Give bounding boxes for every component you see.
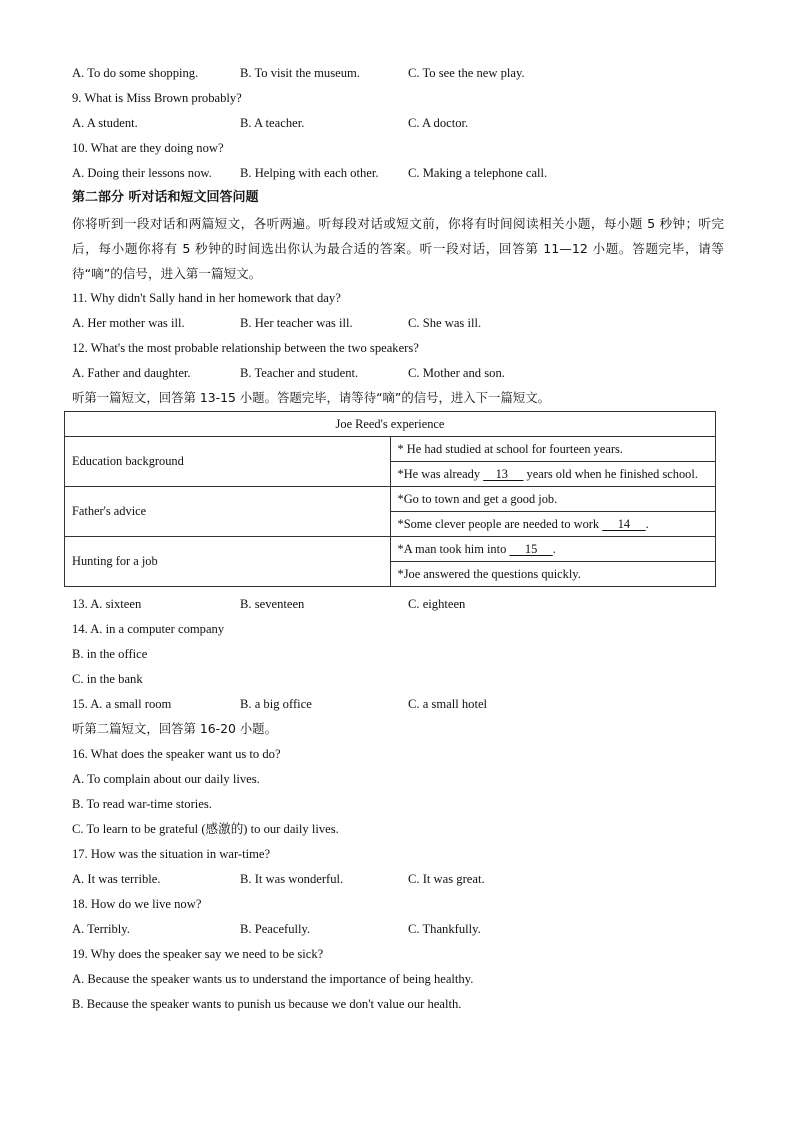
table-category: Father's advice	[65, 487, 391, 537]
q19-option-b: B. Because the speaker wants to punish us because we don't value our health.	[72, 997, 462, 1011]
answer-blank-13	[483, 467, 523, 482]
table-cell	[390, 512, 716, 537]
table-cell: *Joe answered the questions quickly.	[390, 562, 716, 587]
option-c: C. Mother and son.	[408, 366, 505, 380]
table-cell: * He had studied at school for fourteen years.	[390, 437, 716, 462]
blank-number: 15	[524, 541, 538, 556]
option-b: B. It was wonderful.	[240, 872, 344, 886]
table-title: Joe Reed's experience	[65, 412, 716, 437]
table-cell	[390, 462, 716, 487]
table-category: Education background	[65, 437, 391, 487]
question-12: 12. What's the most probable relationship between the two speakers?	[72, 341, 419, 355]
passage1-instruction: 听第一篇短文，回答第 13-15 小题。答题完毕，请等待“嘀”的信号，进入下一篇短文。	[72, 390, 551, 405]
option-a: A. Father and daughter.	[72, 366, 191, 380]
option-b: B. Her teacher was ill.	[240, 316, 353, 330]
option-b: B. a big office	[240, 697, 312, 711]
option-a: A. Terribly.	[72, 922, 130, 936]
option-b: B. Peacefully.	[240, 922, 311, 936]
q16-option-b: B. To read war-time stories.	[72, 797, 212, 811]
question-11: 11. Why didn't Sally hand in her homework that day?	[72, 291, 341, 305]
blank-number: 14	[617, 516, 631, 531]
question-10: 10. What are they doing now?	[72, 141, 224, 155]
option-a: A. Doing their lessons now.	[72, 166, 212, 180]
question-9: 9. What is Miss Brown probably?	[72, 91, 242, 105]
option-a: A. To do some shopping.	[72, 66, 199, 80]
cell-text: years old when he finished school.	[523, 466, 698, 481]
option-b: B. Helping with each other.	[240, 166, 379, 180]
answer-blank-14	[602, 517, 645, 532]
option-c: C. Thankfully.	[408, 922, 481, 936]
passage2-instruction: 听第二篇短文，回答第 16-20 小题。	[72, 721, 277, 736]
option-c: C. eighteen	[408, 597, 466, 611]
answer-blank-15	[509, 542, 552, 557]
part2-instructions: 你将听到一段对话和两篇短文，各听两遍。听每段对话或短文前，你将有时间阅读相关小题，每小题 5 秒钟；听完后，每小题你将有 5 秒钟的时间选出你认为最合适的答案。听一段对话，回答第 11—12 小题。答题完毕，请等待“嘀”的信号，进入第一篇短文。	[72, 216, 724, 281]
option-c: C. It was great.	[408, 872, 485, 886]
cell-text: *A man took him into	[397, 541, 510, 556]
experience-table	[64, 411, 716, 587]
q14-option-c: C. in the bank	[72, 672, 143, 686]
cell-text: *Some clever people are needed to work	[397, 516, 603, 531]
q14-option-b: B. in the office	[72, 647, 148, 661]
option-c: C. Making a telephone call.	[408, 166, 548, 180]
q16-option-c: C. To learn to be grateful (感激的) to our daily lives.	[72, 822, 339, 836]
cell-text: .	[645, 516, 649, 531]
table-cell	[390, 537, 716, 562]
cell-text: .	[552, 541, 556, 556]
question-17: 17. How was the situation in war-time?	[72, 847, 271, 861]
option-b: B. A teacher.	[240, 116, 305, 130]
table-category: Hunting for a job	[65, 537, 391, 587]
q14-option-a: 14. A. in a computer company	[72, 622, 225, 636]
q19-option-a: A. Because the speaker wants us to understand the importance of being healthy.	[72, 972, 474, 986]
option-a: 13. A. sixteen	[72, 597, 142, 611]
option-a: A. It was terrible.	[72, 872, 161, 886]
option-a: 15. A. a small room	[72, 697, 172, 711]
option-c: C. She was ill.	[408, 316, 482, 330]
blank-number: 13	[495, 466, 508, 481]
option-b: B. To visit the museum.	[240, 66, 360, 80]
question-18: 18. How do we live now?	[72, 897, 202, 911]
option-c: C. a small hotel	[408, 697, 488, 711]
option-c: C. A doctor.	[408, 116, 469, 130]
question-19: 19. Why does the speaker say we need to be sick?	[72, 947, 324, 961]
part2-heading: 第二部分 听对话和短文回答问题	[72, 190, 259, 205]
option-b: B. Teacher and student.	[240, 366, 359, 380]
option-b: B. seventeen	[240, 597, 305, 611]
table-cell: *Go to town and get a good job.	[390, 487, 716, 512]
option-c: C. To see the new play.	[408, 66, 525, 80]
option-a: A. Her mother was ill.	[72, 316, 185, 330]
option-a: A. A student.	[72, 116, 138, 130]
cell-text: *He was already	[397, 466, 484, 481]
q16-option-a: A. To complain about our daily lives.	[72, 772, 260, 786]
question-16: 16. What does the speaker want us to do?	[72, 747, 281, 761]
